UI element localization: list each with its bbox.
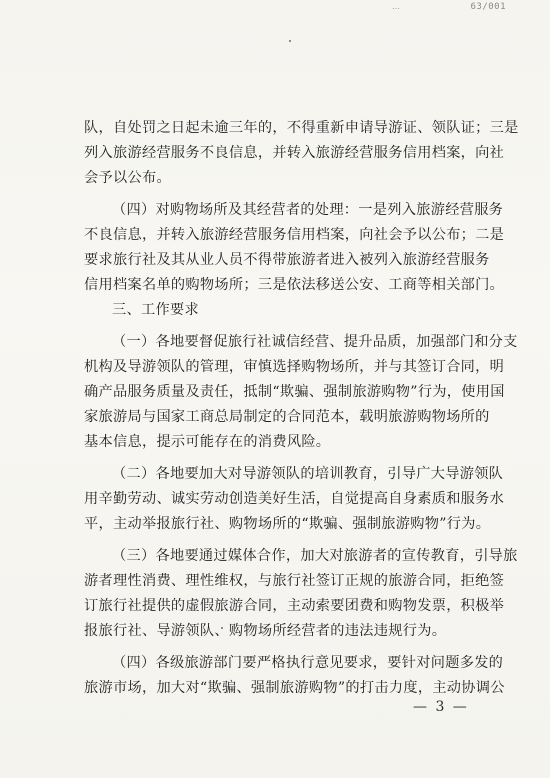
paragraph-first-line: （二）各地要加大对导游领队的培训教育，引导广大导游领队: [112, 466, 504, 482]
body-line: 机构及导游领队的管理，审慎选择购物场所，并与其签订合同，明: [84, 359, 505, 375]
scan-speck: [289, 40, 291, 42]
body-line: 旅游市场，加大对“欺骗、强制旅游购物”的打击力度，主动协调公: [84, 680, 505, 696]
document-code: 63/001: [470, 2, 506, 12]
body-line: 家旅游局与国家工商总局制定的合同范本，载明旅游购物场所的: [84, 409, 490, 425]
section-heading: 三、工作要求: [112, 302, 199, 318]
paragraph-first-line: （四）对购物场所及其经营者的处理：一是列入旅游经营服务: [112, 202, 504, 218]
paragraph-first-line: （三）各地要通过媒体合作，加大对旅游者的宣传教育，引导旅: [112, 548, 518, 564]
body-line: 确产品服务质量及责任，抵制“欺骗、强制旅游购物”行为，使用国: [84, 384, 505, 400]
paragraph-first-line: （四）各级旅游部门要严格执行意见要求，要针对问题多发的: [112, 655, 504, 671]
body-line: 队，自处罚之日起未逾三年的，不得重新申请导游证、领队证；三是: [84, 120, 519, 136]
scan-mark: ...: [392, 2, 400, 11]
paragraph-first-line: （一）各地要督促旅行社诚信经营、提升品质，加强部门和分支: [112, 334, 518, 350]
body-line: 报旅行社、导游领队、购物场所经营者的违法违规行为。: [84, 623, 447, 639]
body-line: 列入旅游经营服务不良信息，并转入旅游经营服务信用档案，向社: [84, 145, 505, 161]
body-line: 平，主动举报旅行社、购物场所的“欺骗、强制旅游购物”行为。: [84, 516, 491, 532]
body-line: 会予以公布。: [84, 170, 171, 186]
page-number: — 3 —: [413, 699, 469, 715]
body-line: 信用档案名单的购物场所；三是依法移送公安、工商等相关部门。: [84, 277, 505, 293]
body-line: 用辛勤劳动、诚实劳动创造美好生活，自觉提高自身素质和服务水: [84, 491, 505, 507]
document-body: [84, 116, 519, 701]
body-line: 订旅行社提供的虚假旅游合同，主动索要团费和购物发票，积极举: [84, 598, 505, 614]
body-line: 游者理性消费、理性维权，与旅行社签订正规的旅游合同，拒绝签: [84, 573, 505, 589]
body-line: 不良信息，并转入旅游经营服务信用档案，向社会予以公布；二是: [84, 227, 505, 243]
body-line: 基本信息，提示可能存在的消费风险。: [84, 434, 331, 450]
body-line: 要求旅行社及其从业人员不得带旅游者进入被列入旅游经营服务: [84, 252, 490, 268]
